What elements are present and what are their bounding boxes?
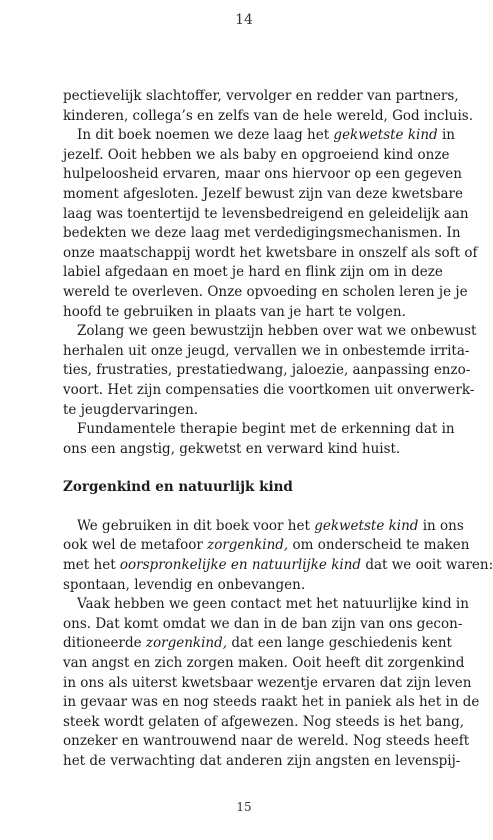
text-line: Fundamentele therapie begint met de erkenning dat in [77,421,455,438]
text-line: spontaan, levendig en onbevangen. [63,576,306,593]
text-line: met het oorspronkelijke en natuurlijke kind dat we ooit waren: [63,557,493,574]
text-line: hoofd te gebruiken in plaats van je hart te volgen. [63,303,406,320]
text-line: in ons als uiterst kwetsbaar wezentje ervaren dat zijn leven [63,674,472,691]
text-line: herhalen uit onze jeugd, vervallen we in onbestemde irrita- [63,342,470,359]
text-line: steek wordt gelaten of afgewezen. Nog steeds is het bang, [63,713,465,730]
emphasis: gekwetste kind [333,127,438,144]
text-line: bedekten we deze laag met verdedigingsmechanismen. In [63,225,461,242]
page-number: 15 [236,800,252,814]
text-line: ook wel de metafoor zorgenkind, om onderscheid te maken [63,537,470,554]
text-line: ons een angstig, gekwetst en verward kind huist. [63,440,401,457]
text-line: kinderen, collega’s en zelfs van de hele wereld, God incluis. [63,107,474,124]
text-line: ties, frustraties, prestatiedwang, jaloezie, aanpassing enzo- [63,362,471,379]
text-line: moment afgesloten. Jezelf bewust zijn van deze kwetsbare [63,185,464,202]
text-line: wereld te overleven. Onze opvoeding en scholen leren je je [63,283,468,300]
text-line: We gebruiken in dit boek voor het gekwetste kind in ons [77,517,464,534]
text-line: ons. Dat komt omdat we dan in de ban zijn van ons gecon- [63,615,463,632]
emphasis: gekwetste kind [314,517,419,534]
text-line: ditioneerde zorgenkind, dat een lange geschiedenis kent [63,635,452,652]
text-line: het de verwachting dat anderen zijn angsten en levenspij- [63,753,461,769]
section-gap [63,459,431,478]
section-gap [63,498,431,517]
text-line: Vaak hebben we geen contact met het natuurlijke kind in [77,596,469,613]
emphasis: zorgenkind, [207,537,289,554]
top-page-number: 14 [235,12,253,28]
text-line: in gevaar was en nog steeds raakt het in paniek als het in de [63,694,480,711]
text-line: laag was toentertijd te levensbedreigend en geleidelijk aan [63,205,469,222]
text-line: onzeker en wantrouwend naar de wereld. Nog steeds heeft [63,733,470,750]
emphasis: oorspronkelijke en natuurlijke kind [119,557,362,574]
text-line: van angst en zich zorgen maken. Ooit heeft dit zorgenkind [63,655,465,672]
text-line: pectievelijk slachtoffer, vervolger en redder van partners, [63,88,459,104]
emphasis: zorgenkind, [145,635,228,652]
text-line: Zolang we geen bewustzijn hebben over wat we onbewust [77,323,477,340]
text-line: onze maatschappij wordt het kwetsbare in onszelf als soft of [63,244,478,261]
section-heading: Zorgenkind en natuurlijk kind [63,479,293,496]
text-line: jezelf. Ooit hebben we als baby en opgroeiend kind onze [63,146,450,163]
text-line: In dit boek noemen we deze laag het gekwetste kind in [77,127,455,144]
text-line: voort. Het zijn compensaties die voortkomen uit onverwerk- [63,381,475,398]
body-text [63,87,493,772]
text-line: hulpeloosheid ervaren, maar ons hiervoor op een gegeven [63,166,462,183]
text-line: te jeugdervaringen. [63,401,199,418]
text-line: labiel afgedaan en moet je hard en flink zijn om in deze [63,264,443,281]
